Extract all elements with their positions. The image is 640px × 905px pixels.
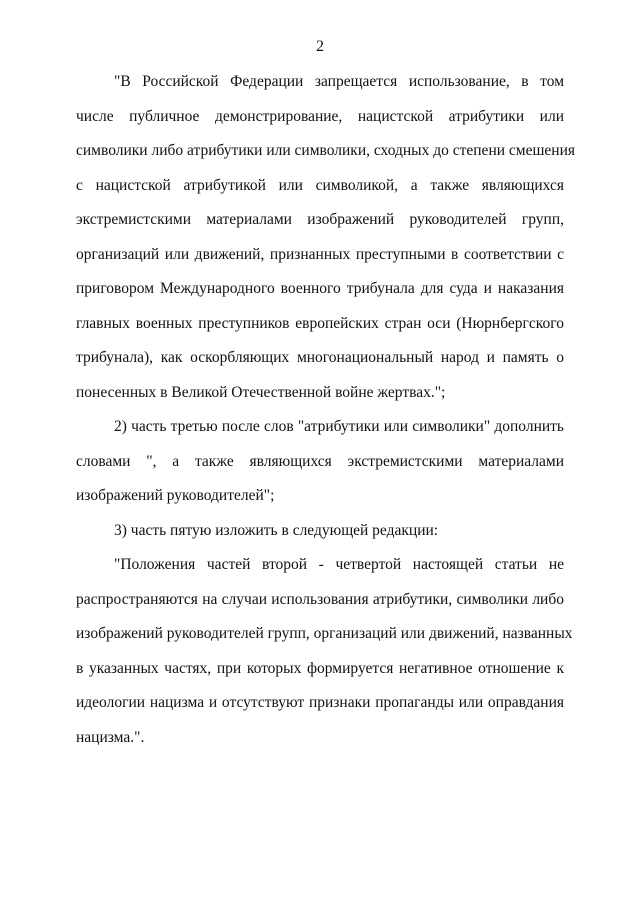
text-line: "Положения частей второй - четвертой настоящей статьи не — [114, 556, 564, 573]
text-line: символики либо атрибутики или символики, сходных до степени смешения — [76, 142, 576, 159]
text-line: числе публичное демонстрирование, нацистской атрибутики или — [76, 107, 564, 125]
text-line: 3) часть пятую изложить в следующей редакции: — [114, 521, 439, 539]
text-line: понесенных в Великой Отечественной войне жертвах."; — [76, 383, 446, 401]
text-line: изображений руководителей групп, организаций или движений, названных — [76, 625, 573, 642]
page-number: 2 — [316, 38, 324, 55]
text-line: главных военных преступников европейских стран оси (Нюрнбергского — [76, 314, 564, 332]
text-line: изображений руководителей"; — [76, 487, 275, 504]
text-line: "В Российской Федерации запрещается использование, в том — [114, 73, 564, 90]
text-line: 2) часть третью после слов "атрибутики или символики" дополнить — [114, 418, 564, 435]
text-line: нацизма.". — [76, 728, 145, 746]
document-body — [76, 70, 576, 760]
text-line: в указанных частях, при которых формируется негативное отношение к — [76, 659, 564, 677]
text-line: словами ", а также являющихся экстремистскими материалами — [76, 452, 564, 470]
text-line: экстремистскими материалами изображений руководителей групп, — [76, 211, 564, 228]
text-line: идеологии нацизма и отсутствуют признаки пропаганды или оправдания — [76, 694, 564, 711]
text-line: с нацистской атрибутикой или символикой, а также являющихся — [76, 176, 564, 194]
text-line: приговором Международного военного трибунала для суда и наказания — [76, 280, 564, 297]
text-line: организаций или движений, признанных преступными в соответствии с — [76, 245, 564, 263]
text-line: распространяются на случаи использования атрибутики, символики либо — [76, 590, 564, 608]
text-line: трибунала), как оскорбляющих многонациональный народ и память о — [76, 349, 564, 366]
